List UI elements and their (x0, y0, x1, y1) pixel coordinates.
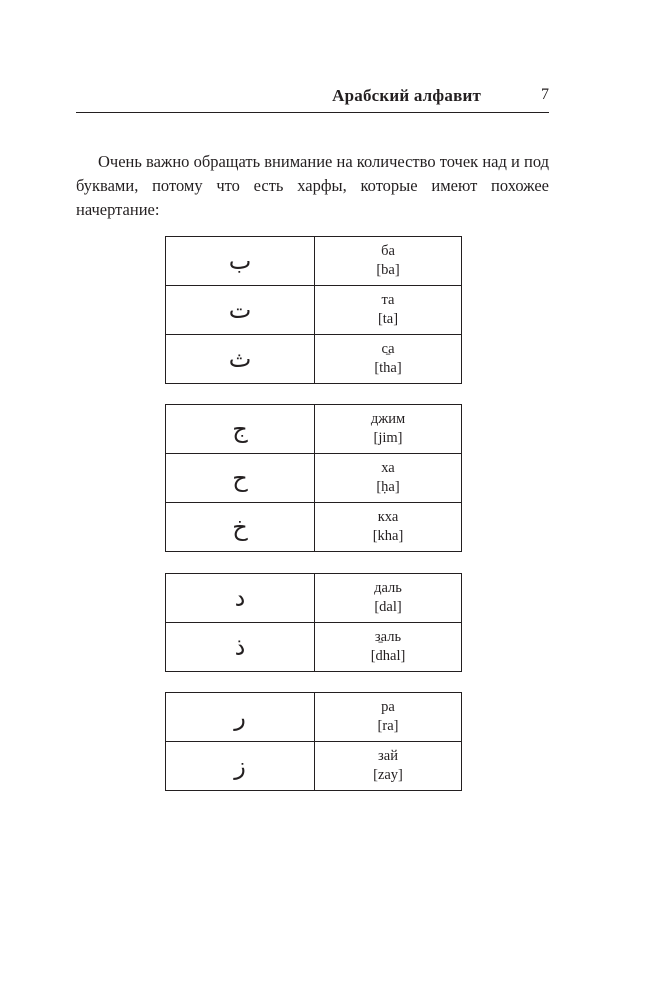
letter-name: зай (378, 748, 398, 764)
letter-name: ха (381, 460, 395, 476)
letter-latin: [ra] (377, 718, 399, 734)
transliteration-cell (315, 693, 462, 742)
letter-table-jim-ha-kha (165, 404, 462, 552)
table-row (166, 503, 462, 552)
arabic-letter: ر (166, 693, 315, 742)
letter-name: кха (377, 509, 399, 525)
arabic-letter: ث (166, 335, 315, 384)
letter-latin: [ta] (377, 311, 399, 327)
arabic-letter: د (166, 574, 315, 623)
table-row (166, 335, 462, 384)
letter-name: с̱а (381, 341, 395, 357)
arabic-letter: ج (166, 405, 315, 454)
transliteration-cell (315, 286, 462, 335)
letter-latin: [ḥa] (376, 479, 400, 495)
table-row (166, 623, 462, 672)
letter-name: та (381, 292, 395, 308)
running-header (76, 84, 549, 113)
table-row (166, 286, 462, 335)
letter-latin: [tha] (374, 360, 402, 376)
letter-table-dal-dhal (165, 573, 462, 672)
intro-paragraph: Очень важно обращать внимание на количество точек над и под буквами, потому что есть харфы, которые имеют похожее начертание: (76, 152, 549, 219)
table-row (166, 693, 462, 742)
transliteration-cell (315, 237, 462, 286)
letter-table-ba-ta-tha (165, 236, 462, 384)
transliteration-cell (315, 742, 462, 791)
letter-latin: [dhal] (370, 648, 406, 664)
page-number: 7 (541, 86, 549, 103)
letter-latin: [jim] (373, 430, 403, 446)
arabic-letter: ذ (166, 623, 315, 672)
letter-name: даль (374, 580, 402, 596)
table-row (166, 574, 462, 623)
table-row (166, 454, 462, 503)
transliteration-cell (315, 405, 462, 454)
transliteration-cell (315, 454, 462, 503)
arabic-letter: ح (166, 454, 315, 503)
letter-latin: [ba] (376, 262, 400, 278)
running-header-title: Арабский алфавит (332, 86, 481, 105)
transliteration-cell (315, 335, 462, 384)
transliteration-cell (315, 503, 462, 552)
letter-name: джим (370, 411, 406, 427)
arabic-letter: ب (166, 237, 315, 286)
transliteration-cell (315, 623, 462, 672)
letter-name: з̱аль (374, 629, 402, 645)
table-row (166, 237, 462, 286)
letter-latin: [dal] (374, 599, 402, 615)
arabic-letter: ز (166, 742, 315, 791)
letter-name: ра (381, 699, 395, 715)
transliteration-cell (315, 574, 462, 623)
arabic-letter: ت (166, 286, 315, 335)
letter-name: ба (381, 243, 395, 259)
letter-latin: [zay] (373, 767, 403, 783)
table-row (166, 742, 462, 791)
arabic-letter: خ (166, 503, 315, 552)
letter-table-ra-zay (165, 692, 462, 791)
table-row (166, 405, 462, 454)
letter-latin: [kha] (372, 528, 404, 544)
